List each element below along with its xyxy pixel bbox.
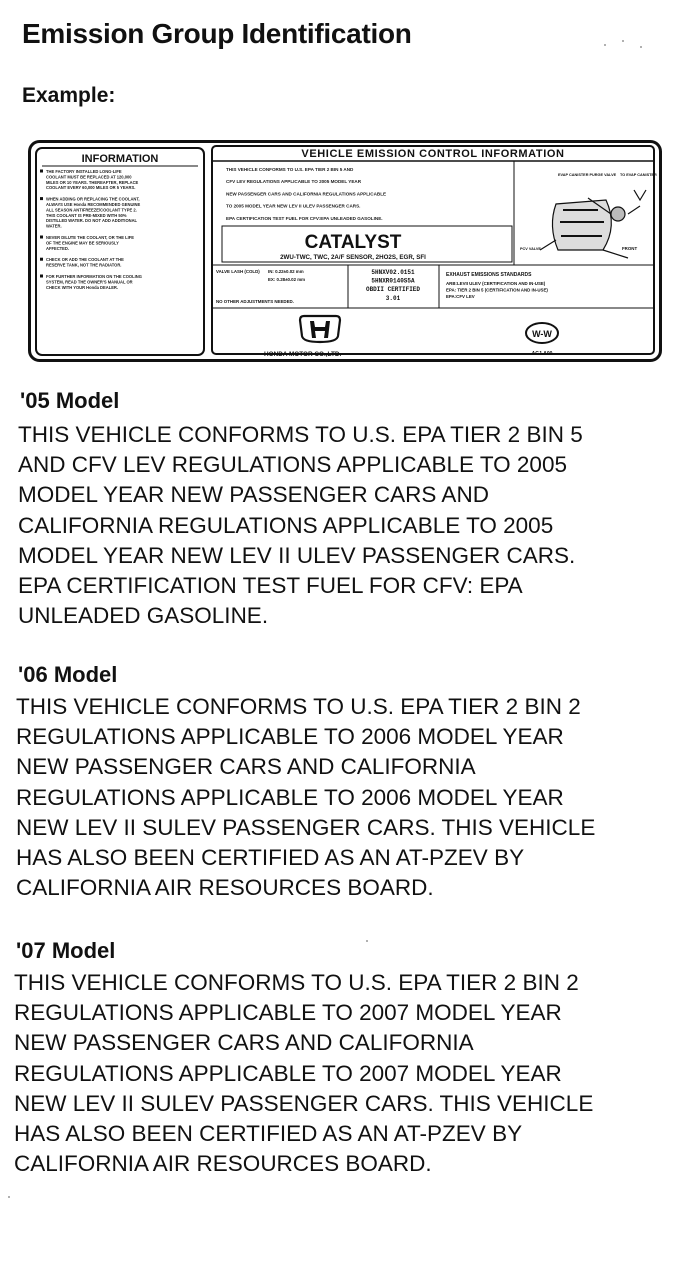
example-label: Example: <box>22 84 116 107</box>
to-evap-text: TO EVAP CANISTER <box>620 173 657 177</box>
info-item: CHECK OR ADD THE COOLANT AT THE RESERVE TANK, NOT THE RADIATOR. <box>46 257 124 268</box>
section-line: THIS VEHICLE CONFORMS TO U.S. EPA TIER 2 BIN 2 <box>16 694 581 719</box>
info-bullet <box>40 236 43 239</box>
info-title: INFORMATION <box>81 153 159 165</box>
vec-text-line: CFV LEV REGULATIONS APPLICABLE TO 2005 MODEL YEAR <box>226 179 362 185</box>
standard-line: ARB:LEVII ULEV (CERTIFICATION AND IN-USE) <box>446 281 546 286</box>
cert-code: OBDII CERTIFIED <box>365 286 421 294</box>
section-title-05: '05 Model <box>20 388 120 413</box>
emission-label-image <box>28 140 662 362</box>
section-line: NEW PASSENGER CARS AND CALIFORNIA <box>16 754 476 780</box>
section-line: CALIFORNIA AIR RESOURCES BOARD. <box>14 1151 432 1177</box>
section-line: NEW LEV II SULEV PASSENGER CARS. THIS VEHICLE <box>14 1090 594 1116</box>
pcv-valve-text: PCV VALVE <box>520 247 541 251</box>
section-line: THIS VEHICLE CONFORMS TO U.S. EPA TIER 2 BIN 5 <box>18 422 583 447</box>
section-line: UNLEADED GASOLINE. <box>18 603 269 629</box>
info-item: FOR FURTHER INFORMATION ON THE COOLING SYSTEM, READ THE OWNER'S MANUAL OR CHECK WITH YOUR Honda DEALER. <box>46 274 142 290</box>
section-line: EPA CERTIFICATION TEST FUEL FOR CFV: EPA <box>18 573 523 599</box>
vec-text-line: NEW PASSENGER CARS AND CALIFORNIA REGULATIONS APPLICABLE <box>226 191 387 197</box>
info-item: NEVER DILUTE THE COOLANT, OR THE LIFE OF THE ENGINE MAY BE SERIOUSLY AFFECTED. <box>46 235 135 251</box>
vec-text-line: THIS VEHICLE CONFORMS TO U.S. EPA TIER 2 BIN 5 AND <box>226 167 354 172</box>
section-line: MODEL YEAR NEW PASSENGER CARS AND <box>18 482 489 508</box>
section-line: THIS VEHICLE CONFORMS TO U.S. EPA TIER 2 BIN 2 <box>14 970 579 995</box>
section-body-05 <box>18 420 583 631</box>
section-line: REGULATIONS APPLICABLE TO 2007 MODEL YEAR <box>14 1000 562 1026</box>
honda-logo <box>300 316 340 342</box>
info-bullet <box>40 275 43 278</box>
section-line: CALIFORNIA AIR RESOURCES BOARD. <box>16 875 434 901</box>
scan-speck <box>366 940 368 942</box>
scan-speck <box>8 1196 10 1198</box>
section-line: HAS ALSO BEEN CERTIFIED AS AN AT-PZEV BY <box>16 845 525 871</box>
standards-title: EXHAUST EMISSIONS STANDARDS <box>446 272 532 278</box>
scan-speck <box>640 46 642 48</box>
section-line: AND CFV LEV REGULATIONS APPLICABLE TO 2005 <box>18 452 567 478</box>
catalyst-text: CATALYST <box>304 232 402 253</box>
section-line: NEW LEV II SULEV PASSENGER CARS. THIS VEHICLE <box>16 814 596 840</box>
cert-code: 5HNXR0140S5A <box>371 277 415 285</box>
vec-text-line: TO 2005 MODEL YEAR NEW LEV II ULEV PASSENGER CARS. <box>226 203 361 209</box>
valve-lash-label: VALVE LASH (COLD) <box>216 269 260 274</box>
section-line: CALIFORNIA REGULATIONS APPLICABLE TO 2005 <box>18 512 554 538</box>
no-adjust-text: NO OTHER ADJUSTMENTS NEEDED. <box>216 299 294 304</box>
info-bullet <box>40 170 43 173</box>
cert-code: 5HNXV02.0151 <box>371 269 415 276</box>
info-bullet <box>40 197 43 200</box>
info-bullet <box>40 258 43 261</box>
section-title-06: '06 Model <box>18 662 118 687</box>
section-line: REGULATIONS APPLICABLE TO 2007 MODEL YEAR <box>14 1060 562 1086</box>
section-body-06 <box>16 692 595 903</box>
vec-text-line: EPA CERTIFICATION TEST FUEL FOR CFV:EPA UNLEADED GASOLINE. <box>226 215 383 221</box>
cert-code: 3.01 <box>385 294 401 302</box>
systems-text: 2WU-TWC, TWC, 2A/F SENSOR, 2HO2S, EGR, SFI <box>280 254 426 261</box>
standard-line: EPA:CFV LEV <box>446 294 475 300</box>
section-line: MODEL YEAR NEW LEV II ULEV PASSENGER CARS. <box>18 542 576 568</box>
info-item: THE FACTORY INSTALLED LONG-LIFE COOLANT MUST BE REPLACED AT 120,000 MILES OR 10 YEARS. THEREAFTER, REPLACE COOLANT EVERY 60,000 MILES OR 5 YEARS. <box>46 169 139 191</box>
info-item: WHEN ADDING OR REPLACING THE COOLANT, ALWAYS USE Honda RECOMMENDED GENUINE ALL SEASON ANTIFREEZE/COOLANT TYPE 2. THIS COOLANT IS PRE-MIXED WITH 50% DISTILLED WATER. DO NOT ADD ADDITIONAL WATER. <box>46 196 141 229</box>
label-code: ACJ-A00 <box>531 351 553 357</box>
front-text: FRONT <box>622 246 638 251</box>
ww-badge <box>526 323 558 343</box>
scan-speck <box>622 40 624 42</box>
vec-title: VEHICLE EMISSION CONTROL INFORMATION <box>301 148 565 160</box>
svg-text:W-W: W-W <box>532 329 552 339</box>
standard-line: EPA: TIER 2 BIN 5 (CERTIFICATION AND IN-USE) <box>446 287 548 293</box>
section-title-07: '07 Model <box>16 938 116 963</box>
valve-lash-ex: EX: 0.28±0.02 mm <box>268 277 306 282</box>
section-line: NEW PASSENGER CARS AND CALIFORNIA <box>14 1030 474 1056</box>
maker-text: HONDA MOTOR CO.,LTD. <box>264 351 342 358</box>
evap-canister-text: EVAP CANISTER PURGE VALVE <box>558 173 617 177</box>
section-body-07 <box>14 968 593 1179</box>
valve-lash-in: IN: 0.22±0.02 mm <box>268 269 304 274</box>
section-line: REGULATIONS APPLICABLE TO 2006 MODEL YEAR <box>16 724 564 750</box>
section-line: HAS ALSO BEEN CERTIFIED AS AN AT-PZEV BY <box>14 1121 523 1147</box>
section-line: REGULATIONS APPLICABLE TO 2006 MODEL YEAR <box>16 784 564 810</box>
page-title: Emission Group Identification <box>22 18 412 49</box>
scan-speck <box>604 44 606 46</box>
